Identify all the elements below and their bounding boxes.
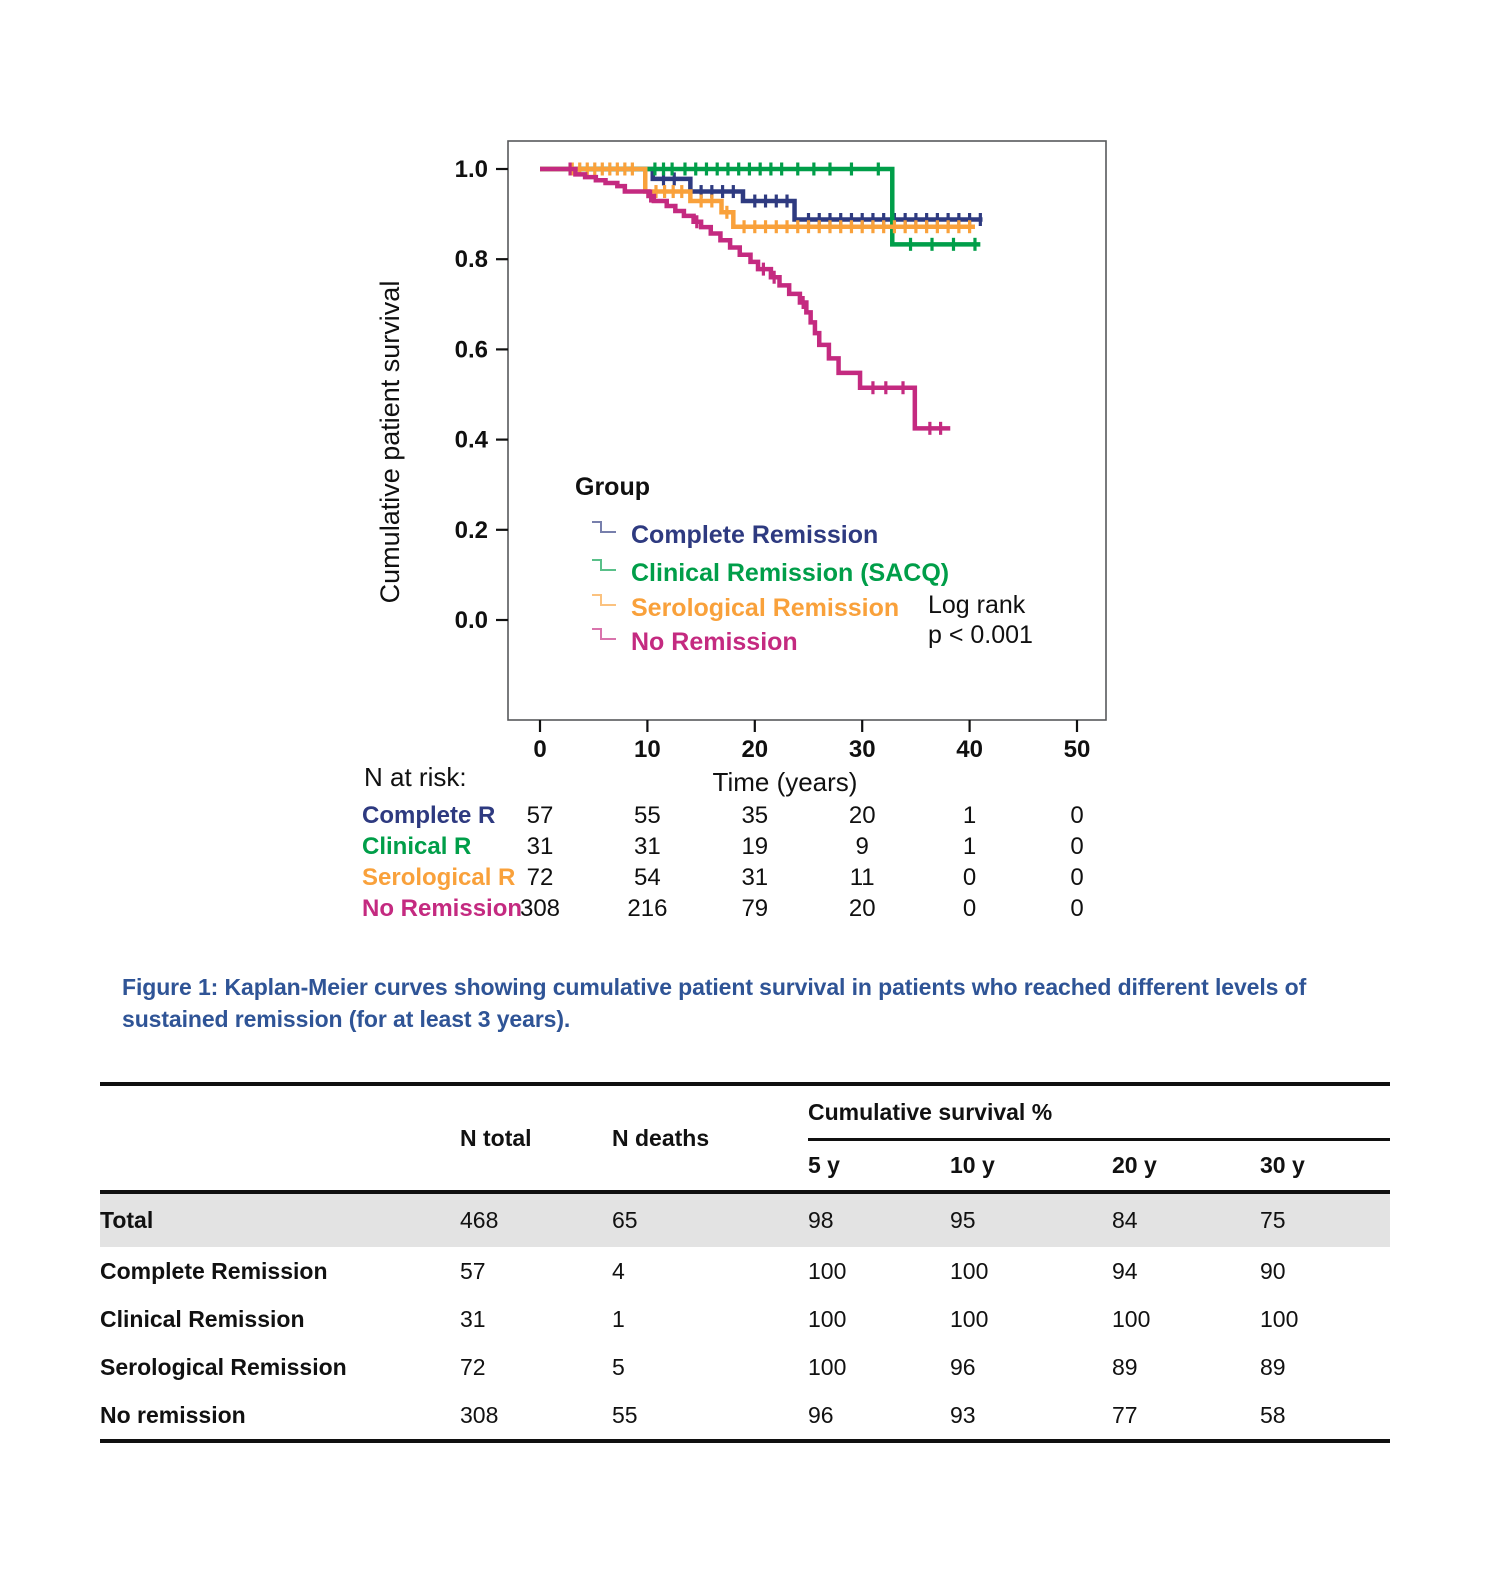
surv-30y-value: 90	[1260, 1257, 1286, 1284]
surv-20y-value: 94	[1112, 1257, 1138, 1284]
risk-row-label: Complete R	[362, 802, 496, 829]
n-total-value: 31	[460, 1305, 486, 1332]
header-30y: 30 y	[1260, 1140, 1390, 1193]
risk-count: 1	[962, 802, 977, 829]
legend-title: Group	[575, 473, 650, 501]
summary-row	[100, 1295, 1390, 1343]
surv-5y-value: 100	[808, 1353, 847, 1380]
risk-count: 54	[634, 864, 661, 891]
figure-caption: Figure 1: Kaplan-Meier curves showing cumulative patient survival in patients who reached different levels of sustained remission (for at least 3 years).	[122, 974, 1307, 1032]
risk-count: 0	[962, 864, 977, 891]
risk-row-label: No Remission	[362, 895, 523, 922]
y-tick-label: 0.6	[454, 336, 488, 364]
legend-label: No Remission	[631, 628, 798, 656]
n-deaths-value: 65	[612, 1207, 638, 1233]
n-deaths-value: 55	[612, 1401, 638, 1428]
n-at-risk-label: N at risk:	[364, 762, 467, 792]
y-tick-label: 0.8	[454, 246, 488, 274]
n-total-value: 72	[460, 1353, 486, 1380]
risk-count: 19	[741, 833, 769, 860]
x-axis	[533, 720, 1090, 763]
surv-20y-value: 89	[1112, 1353, 1138, 1380]
risk-count: 57	[526, 802, 554, 829]
y-tick-label: 0.4	[454, 426, 488, 454]
n-deaths-header: N deaths	[612, 1084, 808, 1192]
x-tick-label: 30	[848, 736, 876, 763]
empty-header-cell	[100, 1084, 460, 1192]
surv-10y-value: 93	[950, 1401, 976, 1428]
surv-10y-value: 96	[950, 1353, 976, 1380]
risk-count: 31	[741, 864, 769, 891]
n-at-risk-table	[362, 802, 1084, 922]
risk-count: 11	[849, 864, 875, 891]
summary-table	[100, 1082, 1390, 1443]
x-tick-label: 0	[533, 736, 547, 763]
legend-label: Serological Remission	[631, 594, 900, 622]
x-tick-label: 40	[956, 736, 983, 763]
row-label: No remission	[100, 1401, 246, 1428]
surv-10y-value: 100	[950, 1305, 989, 1332]
summary-header-row-1	[100, 1084, 1390, 1140]
risk-row-label: Serological R	[362, 864, 516, 891]
surv-5y-value: 96	[808, 1401, 834, 1428]
header-10y: 10 y	[950, 1140, 1112, 1193]
header-5y: 5 y	[808, 1140, 950, 1193]
summary-row	[100, 1343, 1390, 1391]
log-rank-pvalue: p < 0.001	[928, 621, 1033, 649]
row-label: Serological Remission	[100, 1353, 347, 1380]
surv-30y-value: 100	[1260, 1305, 1299, 1332]
row-label: Clinical Remission	[100, 1305, 305, 1332]
row-label: Complete Remission	[100, 1257, 328, 1284]
row-label: Total	[100, 1207, 154, 1233]
risk-row-label: Clinical R	[362, 833, 472, 860]
surv-5y-value: 98	[808, 1207, 834, 1233]
x-tick-label: 20	[741, 736, 769, 763]
summary-row	[100, 1247, 1390, 1295]
n-deaths-value: 5	[612, 1353, 625, 1380]
surv-30y-value: 75	[1260, 1207, 1286, 1233]
y-tick-label: 0.2	[454, 516, 488, 544]
log-rank-label: Log rank	[928, 591, 1026, 619]
risk-count: 0	[1070, 864, 1084, 891]
legend-label: Complete Remission	[631, 521, 879, 549]
risk-count: 308	[519, 895, 561, 922]
legend-label: Clinical Remission (SACQ)	[631, 559, 950, 587]
surv-5y-value: 100	[808, 1257, 847, 1284]
y-tick-label: 1.0	[454, 156, 488, 183]
risk-count: 55	[634, 802, 661, 829]
surv-20y-value: 84	[1112, 1207, 1138, 1233]
risk-count: 1	[962, 833, 977, 860]
header-20y: 20 y	[1112, 1140, 1260, 1193]
n-total-header: N total	[460, 1084, 612, 1192]
risk-count: 0	[1070, 895, 1084, 922]
n-deaths-value: 4	[612, 1257, 625, 1284]
risk-count: 79	[741, 895, 769, 922]
surv-20y-value: 100	[1112, 1305, 1151, 1332]
y-axis	[455, 156, 508, 634]
summary-row	[100, 1192, 1390, 1247]
risk-count: 31	[634, 833, 661, 860]
x-tick-label: 50	[1063, 736, 1091, 763]
cumulative-survival-header: Cumulative survival %	[808, 1084, 1390, 1140]
n-total-value: 57	[460, 1257, 486, 1284]
risk-count: 0	[1070, 833, 1084, 860]
x-axis-title: Time (years)	[712, 767, 858, 797]
risk-count: 0	[962, 895, 977, 922]
risk-count: 0	[1070, 802, 1084, 829]
risk-count: 35	[741, 802, 769, 829]
surv-10y-value: 100	[950, 1257, 989, 1284]
risk-count: 72	[526, 864, 554, 891]
surv-30y-value: 89	[1260, 1353, 1286, 1380]
surv-5y-value: 100	[808, 1305, 847, 1332]
risk-count: 31	[526, 833, 554, 860]
surv-10y-value: 95	[950, 1207, 976, 1233]
n-total-value: 468	[460, 1207, 499, 1233]
surv-30y-value: 58	[1260, 1401, 1286, 1428]
summary-row	[100, 1391, 1390, 1441]
risk-count: 216	[627, 895, 668, 922]
x-tick-label: 10	[634, 736, 661, 763]
risk-count: 9	[855, 833, 869, 860]
y-axis-title: Cumulative patient survival	[375, 280, 405, 604]
risk-count: 20	[848, 802, 876, 829]
surv-20y-value: 77	[1112, 1401, 1138, 1428]
n-total-value: 308	[460, 1401, 499, 1428]
risk-count: 20	[848, 895, 876, 922]
n-deaths-value: 1	[612, 1305, 625, 1332]
y-tick-label: 0.0	[454, 607, 488, 634]
